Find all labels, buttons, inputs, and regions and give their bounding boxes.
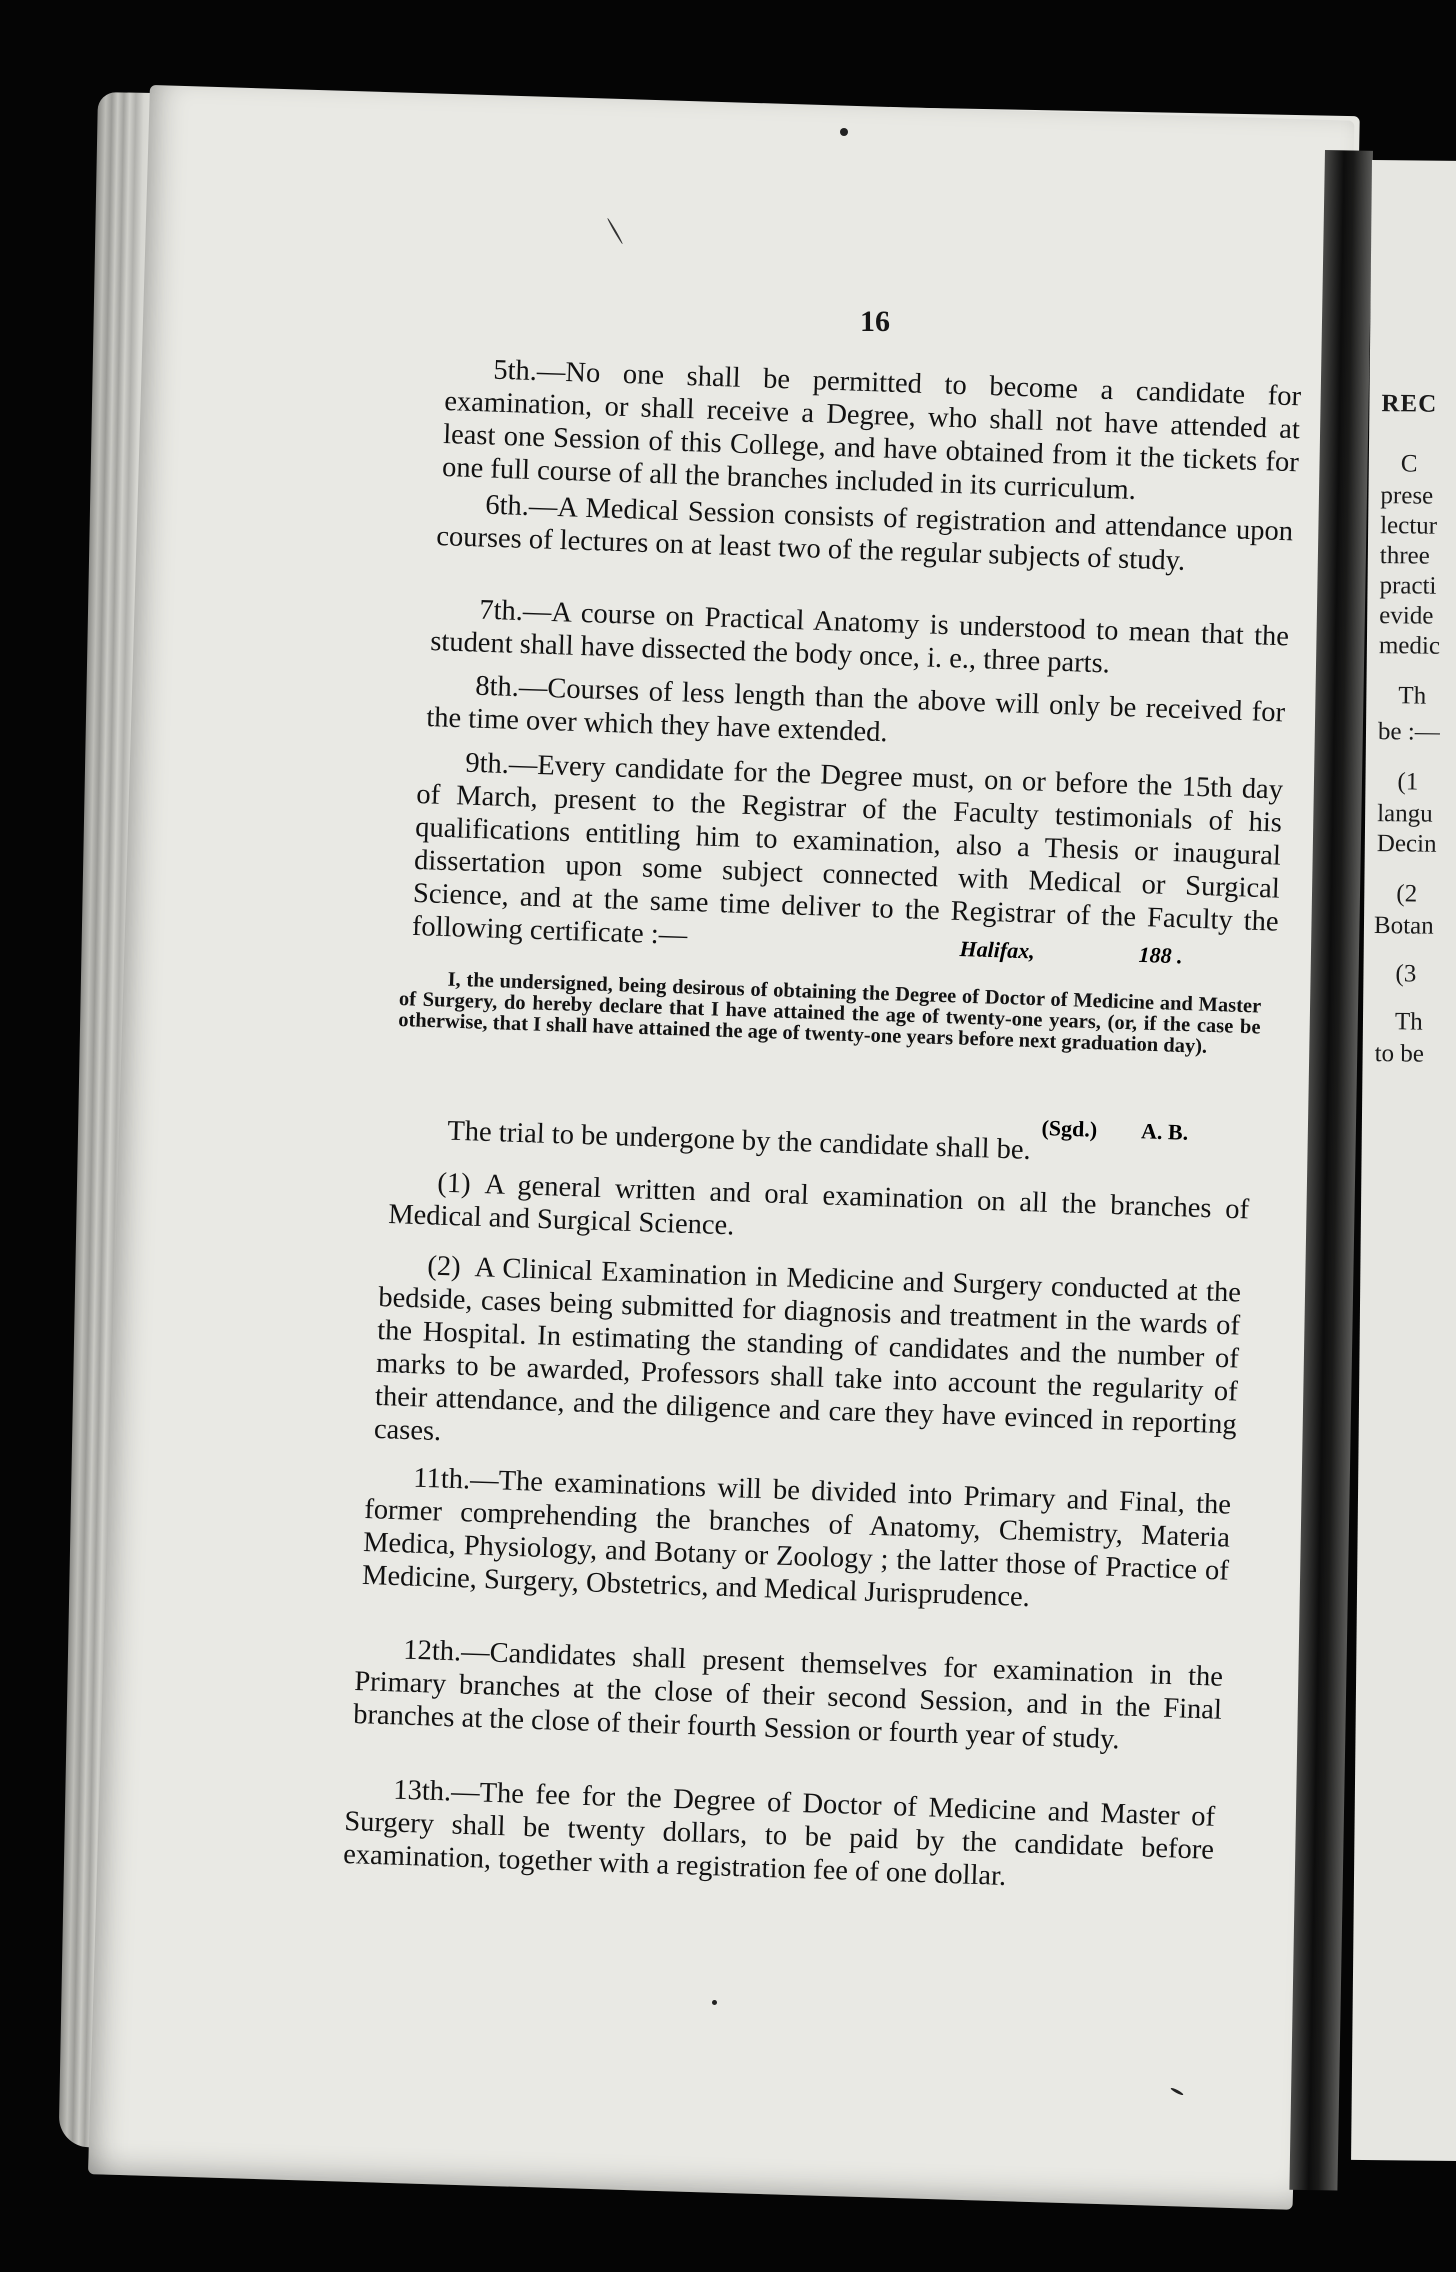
adjacent-fragment: Th	[1398, 682, 1427, 710]
paragraph-11th: 11th.—The examinations will be divided into Primary and Final, the former comprehending the branches of Anatomy, Chemistry, Materia Medica, Physiology, and Botany or Zoology ; the latter those of Practice of Medicine, Surgery, Obstetrics, and Medical Jurisprudence.	[361, 1462, 1232, 1614]
certificate-text: I, the undersigned, being desirous of obtaining the Degree of Doctor of Medicine and Master of Surgery, do hereby declare that I have attained the age of twenty-one years, (or, if the case be otherwise, that I shall have attained the age of twenty-one years before next graduation day).	[397, 968, 1262, 1058]
trial-item-text: A Clinical Examination in Medicine and Surgery conducted at the bedside, cases being submitted for diagnosis and treatment in the wards of the Hospital. In estimating the standing of candidates and the number of marks to be awarded, Professors shall take into account the regularity of their attendance, and the diligence and care they have evinced in reporting cases.	[373, 1252, 1242, 1448]
certificate-signed-label: (Sgd.)	[1041, 1115, 1098, 1142]
adjacent-fragment: evide	[1379, 602, 1434, 630]
adjacent-fragment: lectur	[1380, 512, 1438, 540]
trial-intro: The trial to be undergone by the candidate shall be.	[446, 1115, 1032, 1166]
ink-speck	[712, 2000, 717, 2005]
paragraph-13th: 13th.—The fee for the Degree of Doctor of Medicine and Master of Surgery shall be twenty dollars, to be paid by the candidate before examination, together with a registration fee of one dollar.	[342, 1774, 1216, 1892]
adjacent-fragment: practi	[1379, 572, 1437, 600]
adjacent-fragment: medic	[1378, 632, 1441, 660]
adjacent-fragment: (2	[1396, 880, 1418, 908]
ink-speck	[1170, 2087, 1184, 2096]
adjacent-fragment: (3	[1395, 960, 1417, 988]
trial-item-text: A general written and oral examination on all the branches of Medical and Surgical Science.	[387, 1169, 1250, 1242]
adjacent-fragment: REC	[1381, 390, 1438, 418]
certificate-signed-name: A. B.	[1140, 1118, 1189, 1145]
certificate-place: Halifax,	[959, 936, 1036, 964]
paragraph-12th: 12th.—Candidates shall present themselves for examination in the Primary branches at the close of their second Session, and in the Final branches at the close of their fourth Session or fourth year of study.	[352, 1634, 1224, 1756]
adjacent-fragment: (1	[1397, 768, 1419, 796]
paragraph-7th: 7th.—A course on Practical Anatomy is understood to mean that the student shall have dissected the body once, i. e., three parts.	[429, 594, 1290, 680]
adjacent-fragment: Botan	[1373, 912, 1434, 940]
ink-speck	[840, 128, 848, 136]
adjacent-fragment: prese	[1380, 482, 1434, 510]
paragraph-8th: 8th.—Courses of less length than the above will only be received for the time over which they have extended.	[425, 670, 1286, 749]
adjacent-fragment: C	[1400, 450, 1418, 478]
trial-item-number: (1)	[436, 1167, 472, 1200]
trial-item-number: (2)	[426, 1250, 462, 1283]
trial-item-2	[373, 1248, 1241, 1474]
paragraph-5th: 5th.—No one shall be permitted to become a candidate for examination, or shall receive a Degree, who shall not have attended at least one Session of this College, and have obtained from it the tickets for one full course of all the branches included in its curriculum.	[441, 354, 1302, 506]
ink-speck	[607, 218, 624, 245]
trial-item-1	[388, 1165, 1250, 1259]
certificate-year: 188 .	[1138, 941, 1184, 969]
paragraph-9th: 9th.—Every candidate for the Degree must, on or before the 15th day of March, present to the Registrar of the Faculty testimonials of his qualifications entitling him to examination, also a Thesis or inaugural dissertation upon some subject connected with Medical or Surgical Science, and at the same time deliver to the Registrar of the Faculty the following certificate :—	[411, 747, 1284, 952]
adjacent-fragment: Decin	[1376, 830, 1437, 858]
adjacent-fragment: three	[1379, 542, 1430, 570]
adjacent-fragment: langu	[1377, 800, 1433, 828]
adjacent-fragment: to be	[1374, 1040, 1425, 1068]
adjacent-fragment: Th	[1394, 1008, 1423, 1036]
adjacent-fragment: be :—	[1377, 718, 1440, 746]
paragraph-6th: 6th.—A Medical Session consists of registration and attendance upon courses of lectures on at least two of the regular subjects of study.	[435, 489, 1294, 577]
page-number: 16	[860, 305, 890, 338]
